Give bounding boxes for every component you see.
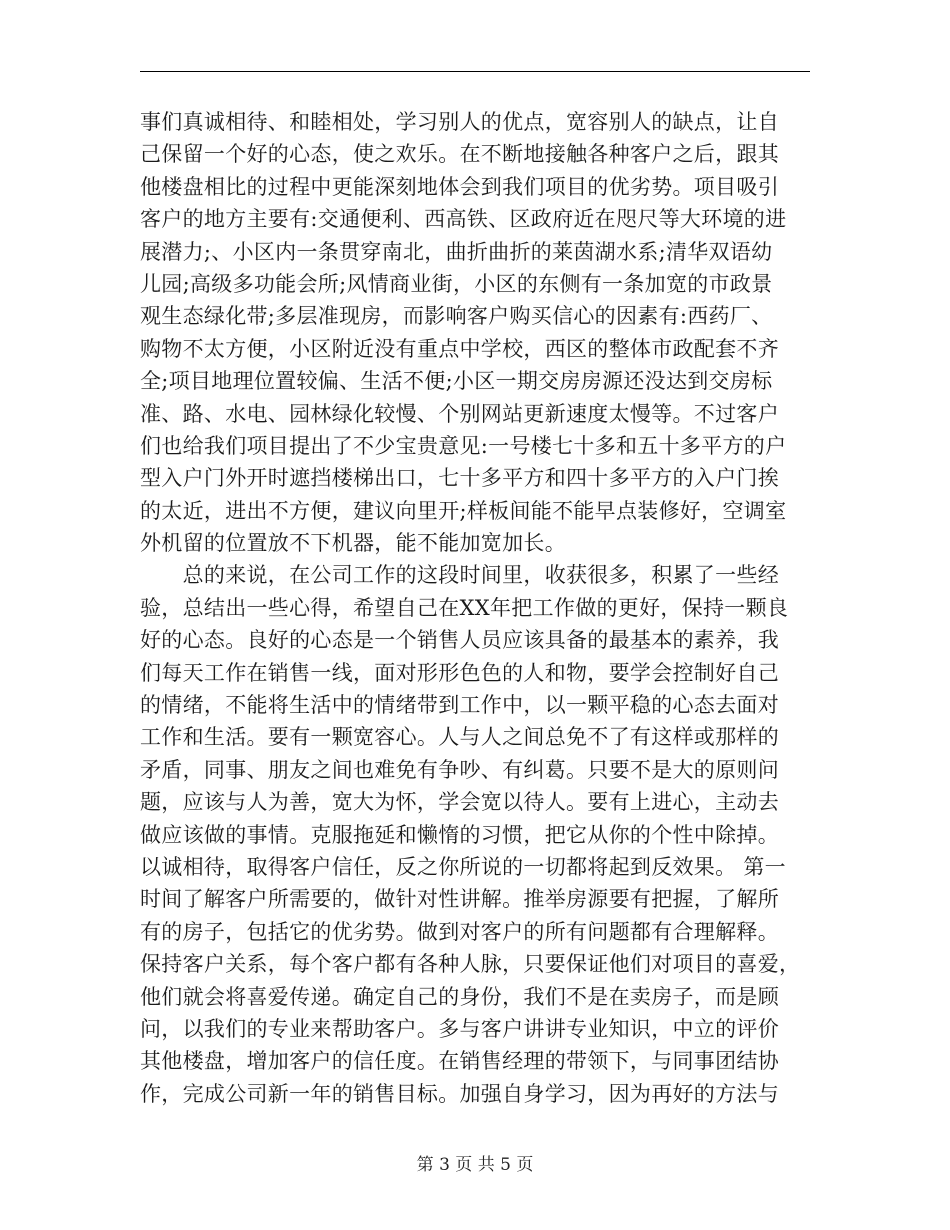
body-line: 全;项目地理位置较偏、生活不便;小区一期交房房源还没达到交房标: [140, 369, 773, 394]
paragraph-start-line: 总的来说，在公司工作的这段时间里，收获很多，积累了一些经: [140, 563, 779, 588]
body-line: 矛盾，同事、朋友之间也难免有争吵、有纠葛。只要不是大的原则问: [140, 757, 779, 782]
body-line: 观生态绿化带;多层准现房，而影响客户购买信心的因素有:西药厂、: [140, 304, 773, 329]
body-line: 好的心态。良好的心态是一个销售人员应该具备的最基本的素养，我: [140, 628, 779, 653]
page-number-footer: 第 3 页 共 5 页: [416, 1155, 534, 1175]
body-line: 型入户门外开时遮挡楼梯出口，七十多平方和四十多平方的入户门挨: [140, 466, 779, 491]
body-line: 做应该做的事情。克服拖延和懒惰的习惯，把它从你的个性中除掉。: [140, 822, 779, 847]
header-rule: [140, 71, 810, 72]
body-line: 们也给我们项目提出了不少宝贵意见:一号楼七十多和五十多平方的户: [140, 433, 787, 458]
body-line: 事们真诚相待、和睦相处，学习别人的优点，宽容别人的缺点，让自: [140, 110, 779, 134]
body-line: 的太近，进出不方便，建议向里开;样板间能不能早点装修好，空调室: [140, 498, 787, 523]
body-line: 的情绪，不能将生活中的情绪带到工作中，以一颗平稳的心态去面对: [140, 693, 779, 718]
body-line: 他楼盘相比的过程中更能深刻地体会到我们项目的优劣势。项目吸引: [140, 174, 779, 199]
body-line: 购物不太方便，小区附近没有重点中学校，西区的整体市政配套不齐: [140, 336, 779, 361]
body-line: 验，总结出一些心得，希望自己在XX年把工作做的更好，保持一颗良: [140, 595, 789, 620]
body-line: 时间了解客户所需要的，做针对性讲解。推举房源要有把握，了解所: [140, 887, 779, 912]
body-line: 客户的地方主要有:交通便利、西高铁、区政府近在咫尺等大环境的进: [140, 207, 787, 232]
body-line: 展潜力;、小区内一条贯穿南北，曲折曲折的莱茵湖水系;清华双语幼: [140, 239, 773, 264]
body-line: 以诚相待，取得客户信任，反之你所说的一切都将起到反效果。 第一: [140, 854, 786, 879]
body-line: 问，以我们的专业来帮助客户。多与客户讲讲专业知识，中立的评价: [140, 1016, 779, 1041]
body-line: 儿园;高级多功能会所;风情商业街，小区的东侧有一条加宽的市政景: [140, 271, 773, 296]
body-line: 保持客户关系，每个客户都有各种人脉，只要保证他们对项目的喜爱，: [140, 952, 801, 977]
body-line: 外机留的位置放不下机器，能不能加宽加长。: [140, 531, 566, 556]
document-body: [140, 106, 810, 1110]
body-line: 有的房子，包括它的优劣势。做到对客户的所有问题都有合理解释。: [140, 919, 779, 944]
body-line: 其他楼盘，增加客户的信任度。在销售经理的带领下，与同事团结协: [140, 1049, 779, 1074]
body-line: 他们就会将喜爱传递。确定自己的身份，我们不是在卖房子，而是顾: [140, 984, 779, 1009]
body-line: 准、路、水电、园林绿化较慢、个别网站更新速度太慢等。不过客户: [140, 401, 779, 426]
body-line: 作，完成公司新一年的销售目标。加强自身学习，因为再好的方法与: [140, 1081, 779, 1106]
body-line: 己保留一个好的心态，使之欢乐。在不断地接触各种客户之后，跟其: [140, 142, 779, 167]
body-line: 们每天工作在销售一线，面对形形色色的人和物，要学会控制好自己: [140, 660, 779, 685]
body-line: 工作和生活。要有一颗宽容心。人与人之间总免不了有这样或那样的: [140, 725, 779, 750]
body-line: 题，应该与人为善，宽大为怀，学会宽以待人。要有上进心，主动去: [140, 790, 779, 815]
